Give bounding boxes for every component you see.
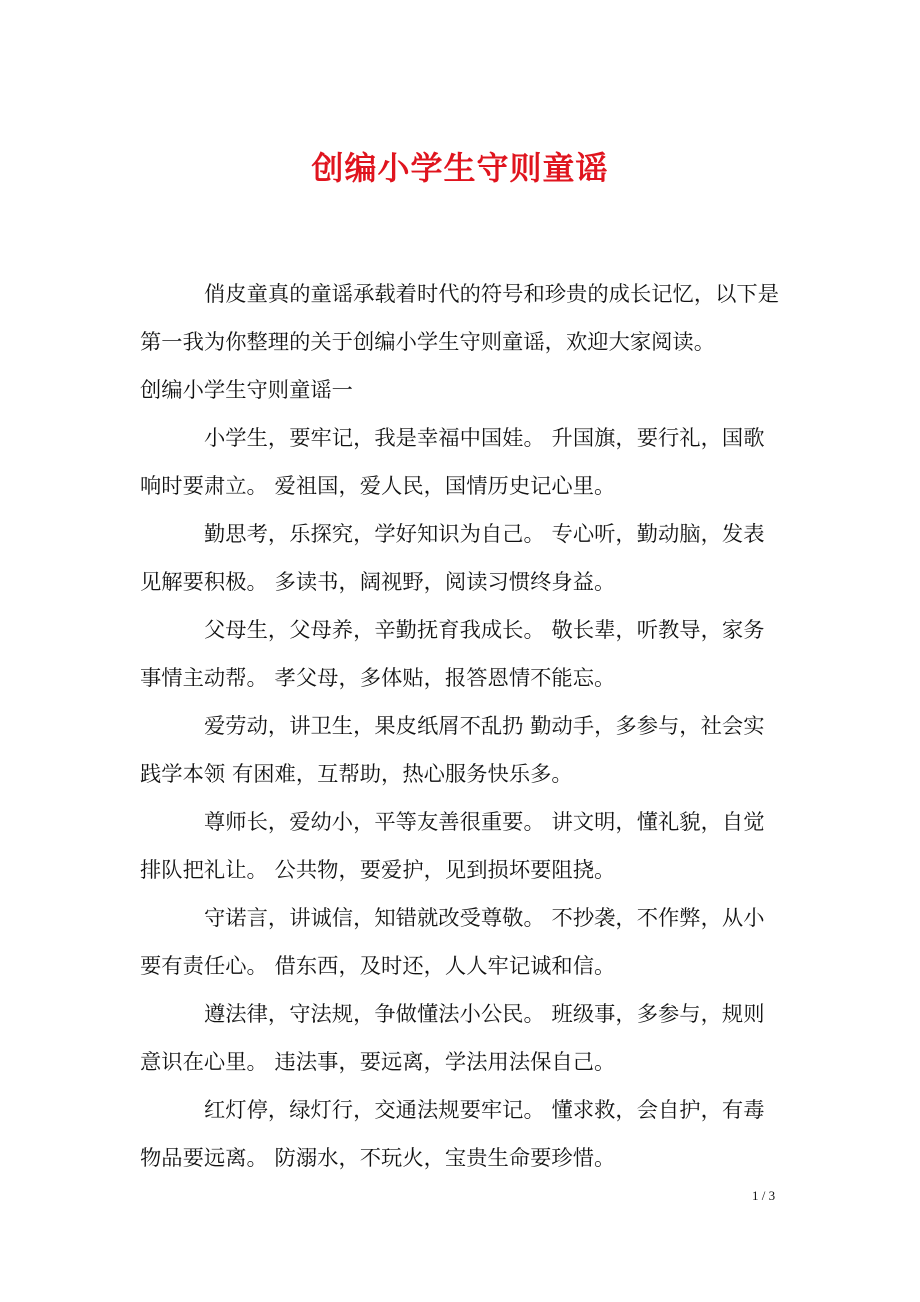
text-line: 遵法律，守法规，争做懂法小公民。 班级事，多参与，规则 <box>204 1002 765 1027</box>
text-line: 勤思考，乐探究，学好知识为自己。 专心听，勤动脑，发表 <box>204 522 765 547</box>
text-line: 尊师长，爱幼小，平等友善很重要。 讲文明，懂礼貌，自觉 <box>204 810 765 835</box>
text-line: 守诺言，讲诚信，知错就改受尊敬。 不抄袭，不作弊，从小 <box>204 906 765 931</box>
paragraph <box>140 415 800 511</box>
document-title: 创编小学生守则童谣 <box>311 149 609 187</box>
text-line: 创编小学生守则童谣一 <box>140 378 353 403</box>
text-line: 物品要远离。 防溺水，不玩火，宝贵生命要珍惜。 <box>140 1146 616 1171</box>
paragraph <box>140 367 800 415</box>
paragraph <box>140 1087 800 1183</box>
text-line: 第一我为你整理的关于创编小学生守则童谣，欢迎大家阅读。 <box>140 330 716 355</box>
paragraph <box>140 991 800 1087</box>
text-line: 见解要积极。 多读书，阔视野，阅读习惯终身益。 <box>140 570 616 595</box>
text-line: 响时要肃立。 爱祖国，爱人民，国情历史记心里。 <box>140 474 616 499</box>
page-number: 1 / 3 <box>752 1188 776 1203</box>
text-line: 践学本领 有困难，互帮助，热心服务快乐多。 <box>140 762 573 787</box>
text-line: 排队把礼让。 公共物，要爱护，见到损坏要阻挠。 <box>140 858 616 883</box>
paragraph <box>140 799 800 895</box>
paragraph <box>140 271 800 367</box>
text-line: 意识在心里。 违法事，要远离，学法用法保自己。 <box>140 1050 616 1075</box>
text-line: 要有责任心。 借东西，及时还，人人牢记诚和信。 <box>140 954 616 979</box>
text-line: 俏皮童真的童谣承载着时代的符号和珍贵的成长记忆，以下是 <box>204 282 780 307</box>
text-line: 事情主动帮。 孝父母，多体贴，报答恩情不能忘。 <box>140 666 616 691</box>
text-line: 小学生，要牢记，我是幸福中国娃。 升国旗，要行礼，国歌 <box>204 426 765 451</box>
paragraph <box>140 895 800 991</box>
paragraph <box>140 511 800 607</box>
paragraph <box>140 607 800 703</box>
paragraph <box>140 703 800 799</box>
text-line: 父母生，父母养，辛勤抚育我成长。 敬长辈，听教导，家务 <box>204 618 765 643</box>
document-body <box>140 271 800 1183</box>
text-line: 红灯停，绿灯行，交通法规要牢记。 懂求救，会自护，有毒 <box>204 1098 765 1123</box>
text-line: 爱劳动，讲卫生，果皮纸屑不乱扔 勤动手，多参与，社会实 <box>204 714 765 739</box>
